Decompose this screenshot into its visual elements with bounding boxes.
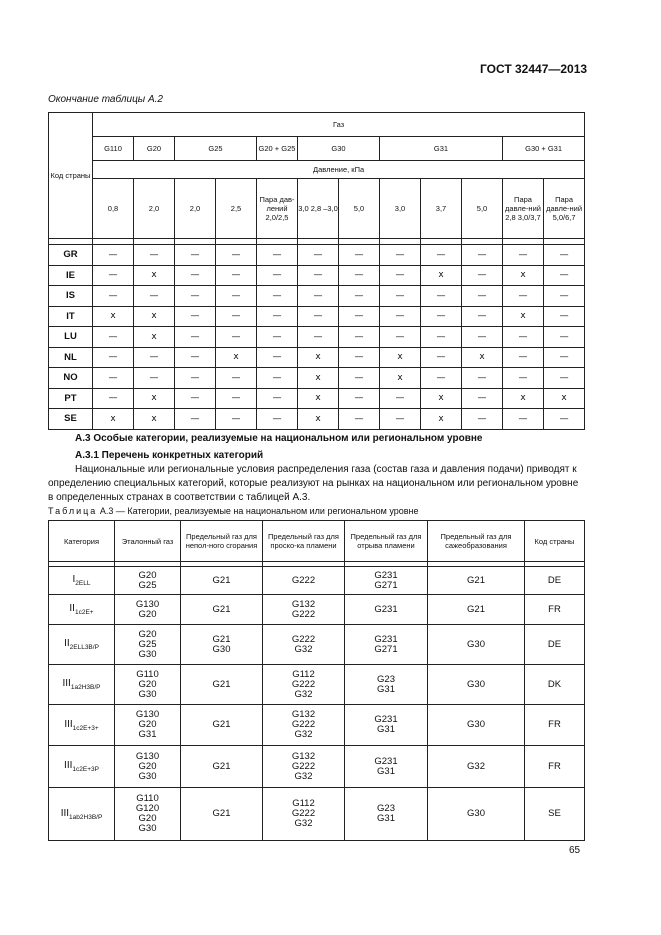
availability-cell: — [175, 388, 216, 409]
country-code-cell: FR [525, 746, 585, 788]
table-row [49, 265, 585, 286]
pressure-value: Пара давле-ний 5,0/6,7 [544, 179, 585, 239]
country-code-cell: FR [525, 595, 585, 625]
country-code-cell: DK [525, 665, 585, 705]
availability-cell: x [421, 409, 462, 430]
availability-cell: — [544, 306, 585, 327]
flame-lift-cell: G231 G271 [345, 625, 428, 665]
category-main: II [69, 603, 75, 614]
incomplete-combustion-cell: G21 [181, 665, 263, 705]
category-main: III [62, 678, 71, 689]
availability-cell: — [339, 368, 380, 389]
availability-cell: — [175, 306, 216, 327]
section-a3-heading: А.3 Особые категории, реализуемые на национальном или региональном уровне [75, 433, 483, 444]
table-row [49, 665, 585, 705]
availability-cell: — [93, 368, 134, 389]
availability-cell: — [216, 327, 257, 348]
availability-cell: — [462, 265, 503, 286]
gas-group-g20-g25: G20 + G25 [257, 137, 298, 161]
availability-cell: — [421, 306, 462, 327]
availability-cell: — [216, 409, 257, 430]
availability-cell: — [175, 286, 216, 307]
availability-cell: x [544, 388, 585, 409]
flame-lift-cell: G231 G31 [345, 705, 428, 746]
gas-group-g31: G31 [380, 137, 503, 161]
availability-cell: x [421, 388, 462, 409]
country-code-cell: NO [49, 368, 93, 389]
availability-cell: — [257, 347, 298, 368]
section-a3-paragraph: Национальные или региональные условия распределения газа (состав газа и давления подачи) приводят к определению специальных категорий, которые реализуют на рынках на национальном или региональном уровне в определенных странах в соответствии с таблицей А.3. [48, 464, 579, 503]
availability-cell: x [503, 265, 544, 286]
availability-cell: — [462, 306, 503, 327]
availability-cell: — [93, 245, 134, 266]
col-header-incomplete-combustion: Предельный газ для непол-ного сгорания [181, 521, 263, 562]
reference-gas-cell: G20 G25 [115, 567, 181, 595]
pressure-value: 0,8 [93, 179, 134, 239]
availability-cell: — [503, 327, 544, 348]
pressure-value: Пара давле-ний 2,8 3,0/3,7 [503, 179, 544, 239]
category-cell [49, 625, 115, 665]
country-code-cell: PT [49, 388, 93, 409]
availability-cell: — [257, 409, 298, 430]
availability-cell: x [298, 347, 339, 368]
col-header-sooting: Предельный газ для сажеобразования [428, 521, 525, 562]
reference-gas-cell: G130 G20 [115, 595, 181, 625]
availability-cell: x [503, 306, 544, 327]
availability-cell: — [339, 306, 380, 327]
table-row [49, 245, 585, 266]
availability-cell: x [134, 306, 175, 327]
availability-cell: x [462, 347, 503, 368]
availability-cell: — [175, 409, 216, 430]
availability-cell: — [216, 265, 257, 286]
category-main: III [64, 760, 73, 771]
availability-cell: x [298, 368, 339, 389]
category-subscript: 1ab2H3B/P [69, 813, 103, 821]
pressure-value: 2,0 [134, 179, 175, 239]
availability-cell: — [421, 327, 462, 348]
incomplete-combustion-cell: G21 [181, 788, 263, 841]
availability-cell: — [339, 245, 380, 266]
pressure-value: 3,0 2,8 –3,0 [298, 179, 339, 239]
availability-cell: — [462, 368, 503, 389]
category-subscript: 1a2H3B/P [70, 684, 101, 691]
flashback-cell: G112 G222 G32 [263, 788, 345, 841]
availability-cell: — [503, 286, 544, 307]
availability-cell: — [544, 368, 585, 389]
category-main: III [60, 807, 70, 819]
availability-cell: — [421, 286, 462, 307]
col-header-country-code: Код страны [525, 521, 585, 562]
table-row [49, 306, 585, 327]
availability-cell: — [257, 265, 298, 286]
category-subscript: 1c2E+ [74, 609, 94, 616]
availability-cell: — [462, 409, 503, 430]
availability-cell: — [339, 327, 380, 348]
table-a3-caption-label: Таблица [48, 506, 98, 516]
availability-cell: — [257, 368, 298, 389]
availability-cell: x [503, 388, 544, 409]
pressure-value: 5,0 [462, 179, 503, 239]
pressure-value: 2,0 [175, 179, 216, 239]
country-code-cell: NL [49, 347, 93, 368]
availability-cell: x [380, 347, 421, 368]
col-header-category: Категория [49, 521, 115, 562]
flashback-cell: G222 G32 [263, 625, 345, 665]
availability-cell: — [339, 347, 380, 368]
availability-cell: — [298, 327, 339, 348]
category-cell [49, 788, 115, 841]
availability-cell: — [175, 245, 216, 266]
availability-cell: — [503, 409, 544, 430]
availability-cell: x [93, 306, 134, 327]
flashback-cell: G132 G222 G32 [263, 705, 345, 746]
pressure-header: Давление, кПа [93, 161, 585, 179]
pressure-value: 3,0 [380, 179, 421, 239]
availability-cell: — [544, 347, 585, 368]
availability-cell: — [339, 409, 380, 430]
availability-cell: — [339, 286, 380, 307]
availability-cell: — [216, 368, 257, 389]
table-row [49, 625, 585, 665]
availability-cell: — [257, 306, 298, 327]
category-subscript: 2ELL [75, 580, 91, 587]
availability-cell: — [298, 245, 339, 266]
availability-cell: — [421, 347, 462, 368]
country-code-header: Код страны [49, 113, 93, 239]
country-code-cell: IE [49, 265, 93, 286]
country-code-cell: DE [525, 567, 585, 595]
country-code-cell: DE [525, 625, 585, 665]
availability-cell: — [257, 327, 298, 348]
availability-cell: — [257, 286, 298, 307]
availability-cell: — [298, 286, 339, 307]
category-main: I [72, 574, 76, 585]
availability-cell: — [380, 388, 421, 409]
reference-gas-cell: G110 G20 G30 [115, 665, 181, 705]
sooting-cell: G30 [428, 625, 525, 665]
availability-cell: — [421, 245, 462, 266]
availability-cell: — [175, 265, 216, 286]
incomplete-combustion-cell: G21 [181, 567, 263, 595]
country-code-cell: SE [49, 409, 93, 430]
availability-cell: — [421, 368, 462, 389]
reference-gas-cell: G130 G20 G30 [115, 746, 181, 788]
sooting-cell: G30 [428, 788, 525, 841]
availability-cell: x [380, 368, 421, 389]
category-main: II [64, 638, 70, 649]
availability-cell: — [134, 245, 175, 266]
flashback-cell: G132 G222 G32 [263, 746, 345, 788]
availability-cell: — [462, 388, 503, 409]
availability-cell: — [216, 245, 257, 266]
table-row [49, 746, 585, 788]
table-row [49, 788, 585, 841]
sooting-cell: G30 [428, 705, 525, 746]
col-header-reference-gas: Эталонный газ [115, 521, 181, 562]
country-code-cell: IT [49, 306, 93, 327]
flashback-cell: G112 G222 G32 [263, 665, 345, 705]
col-header-flame-lift: Предельный газ для отрыва пламени [345, 521, 428, 562]
availability-cell: x [134, 388, 175, 409]
flashback-cell: G132 G222 [263, 595, 345, 625]
availability-cell: — [544, 245, 585, 266]
country-code-cell: GR [49, 245, 93, 266]
availability-cell: x [298, 409, 339, 430]
availability-cell: — [93, 286, 134, 307]
availability-cell: — [544, 409, 585, 430]
availability-cell: — [134, 286, 175, 307]
page-number: 65 [569, 845, 581, 856]
category-cell [49, 746, 115, 788]
gas-group-g20: G20 [134, 137, 175, 161]
availability-cell: x [298, 388, 339, 409]
availability-cell: — [216, 388, 257, 409]
category-main: III [64, 718, 73, 730]
table-a3 [48, 520, 585, 841]
section-a31-heading: А.3.1 Перечень конкретных категорий [75, 450, 264, 461]
category-cell [49, 595, 115, 625]
reference-gas-cell: G110 G120 G20 G30 [115, 788, 181, 841]
flashback-cell: G222 [263, 567, 345, 595]
standard-number: ГОСТ 32447—2013 [480, 62, 588, 76]
table-row [49, 567, 585, 595]
table-row [49, 327, 585, 348]
table-a3-caption-text: А.3 — Категории, реализуемые на национальном или региональном уровне [99, 506, 419, 516]
availability-cell: — [380, 265, 421, 286]
category-cell [49, 567, 115, 595]
gas-group-g30-g31: G30 + G31 [503, 137, 585, 161]
table-row [49, 368, 585, 389]
availability-cell: — [503, 368, 544, 389]
availability-cell: — [257, 388, 298, 409]
flame-lift-cell: G231 G271 [345, 567, 428, 595]
gas-header: Газ [93, 113, 585, 137]
category-subscript: 1c2E+3P [72, 766, 99, 773]
availability-cell: — [339, 265, 380, 286]
flame-lift-cell: G231 G31 [345, 746, 428, 788]
pressure-value: 2,5 [216, 179, 257, 239]
country-code-cell: LU [49, 327, 93, 348]
sooting-cell: G32 [428, 746, 525, 788]
gas-group-g110: G110 [93, 137, 134, 161]
flame-lift-cell: G23 G31 [345, 665, 428, 705]
sooting-cell: G21 [428, 595, 525, 625]
availability-cell: — [93, 347, 134, 368]
col-header-flashback: Предельный газ для проско-ка пламени [263, 521, 345, 562]
availability-cell: — [380, 327, 421, 348]
category-subscript: 2ELL3B/P [69, 644, 99, 651]
sooting-cell: G30 [428, 665, 525, 705]
incomplete-combustion-cell: G21 [181, 595, 263, 625]
table-row [49, 347, 585, 368]
availability-cell: — [93, 388, 134, 409]
pressure-value: 3,7 [421, 179, 462, 239]
category-cell [49, 705, 115, 746]
availability-cell: — [462, 245, 503, 266]
table-a2-caption: Окончание таблицы А.2 [48, 94, 163, 105]
gas-group-g30: G30 [298, 137, 380, 161]
availability-cell: — [544, 265, 585, 286]
availability-cell: — [339, 388, 380, 409]
pressure-value: Пара дав-лений 2,0/2,5 [257, 179, 298, 239]
availability-cell: x [216, 347, 257, 368]
availability-cell: — [216, 286, 257, 307]
availability-cell: — [175, 327, 216, 348]
availability-cell: x [93, 409, 134, 430]
flame-lift-cell: G231 [345, 595, 428, 625]
incomplete-combustion-cell: G21 G30 [181, 625, 263, 665]
table-a2 [48, 112, 585, 430]
availability-cell: — [298, 306, 339, 327]
availability-cell: — [216, 306, 257, 327]
availability-cell: — [175, 368, 216, 389]
availability-cell: — [503, 245, 544, 266]
availability-cell: — [380, 245, 421, 266]
country-code-cell: FR [525, 705, 585, 746]
availability-cell: x [134, 265, 175, 286]
category-cell [49, 665, 115, 705]
availability-cell: — [462, 327, 503, 348]
incomplete-combustion-cell: G21 [181, 705, 263, 746]
availability-cell: — [380, 306, 421, 327]
table-row [49, 388, 585, 409]
flame-lift-cell: G23 G31 [345, 788, 428, 841]
availability-cell: — [257, 245, 298, 266]
availability-cell: — [462, 286, 503, 307]
availability-cell: x [134, 327, 175, 348]
availability-cell: — [93, 265, 134, 286]
availability-cell: — [134, 368, 175, 389]
country-code-cell: SE [525, 788, 585, 841]
availability-cell: — [298, 265, 339, 286]
gas-group-g25: G25 [175, 137, 257, 161]
table-row [49, 705, 585, 746]
pressure-value: 5,0 [339, 179, 380, 239]
table-row [49, 409, 585, 430]
availability-cell: — [380, 286, 421, 307]
reference-gas-cell: G130 G20 G31 [115, 705, 181, 746]
availability-cell: — [175, 347, 216, 368]
table-row [49, 595, 585, 625]
availability-cell: x [421, 265, 462, 286]
sooting-cell: G21 [428, 567, 525, 595]
reference-gas-cell: G20 G25 G30 [115, 625, 181, 665]
availability-cell: — [544, 327, 585, 348]
availability-cell: — [503, 347, 544, 368]
availability-cell: — [93, 327, 134, 348]
country-code-cell: IS [49, 286, 93, 307]
table-row [49, 286, 585, 307]
availability-cell: — [380, 409, 421, 430]
incomplete-combustion-cell: G21 [181, 746, 263, 788]
category-subscript: 1c2E+3+ [72, 724, 99, 732]
availability-cell: — [134, 347, 175, 368]
table-a3-caption [48, 506, 419, 516]
availability-cell: x [134, 409, 175, 430]
availability-cell: — [544, 286, 585, 307]
